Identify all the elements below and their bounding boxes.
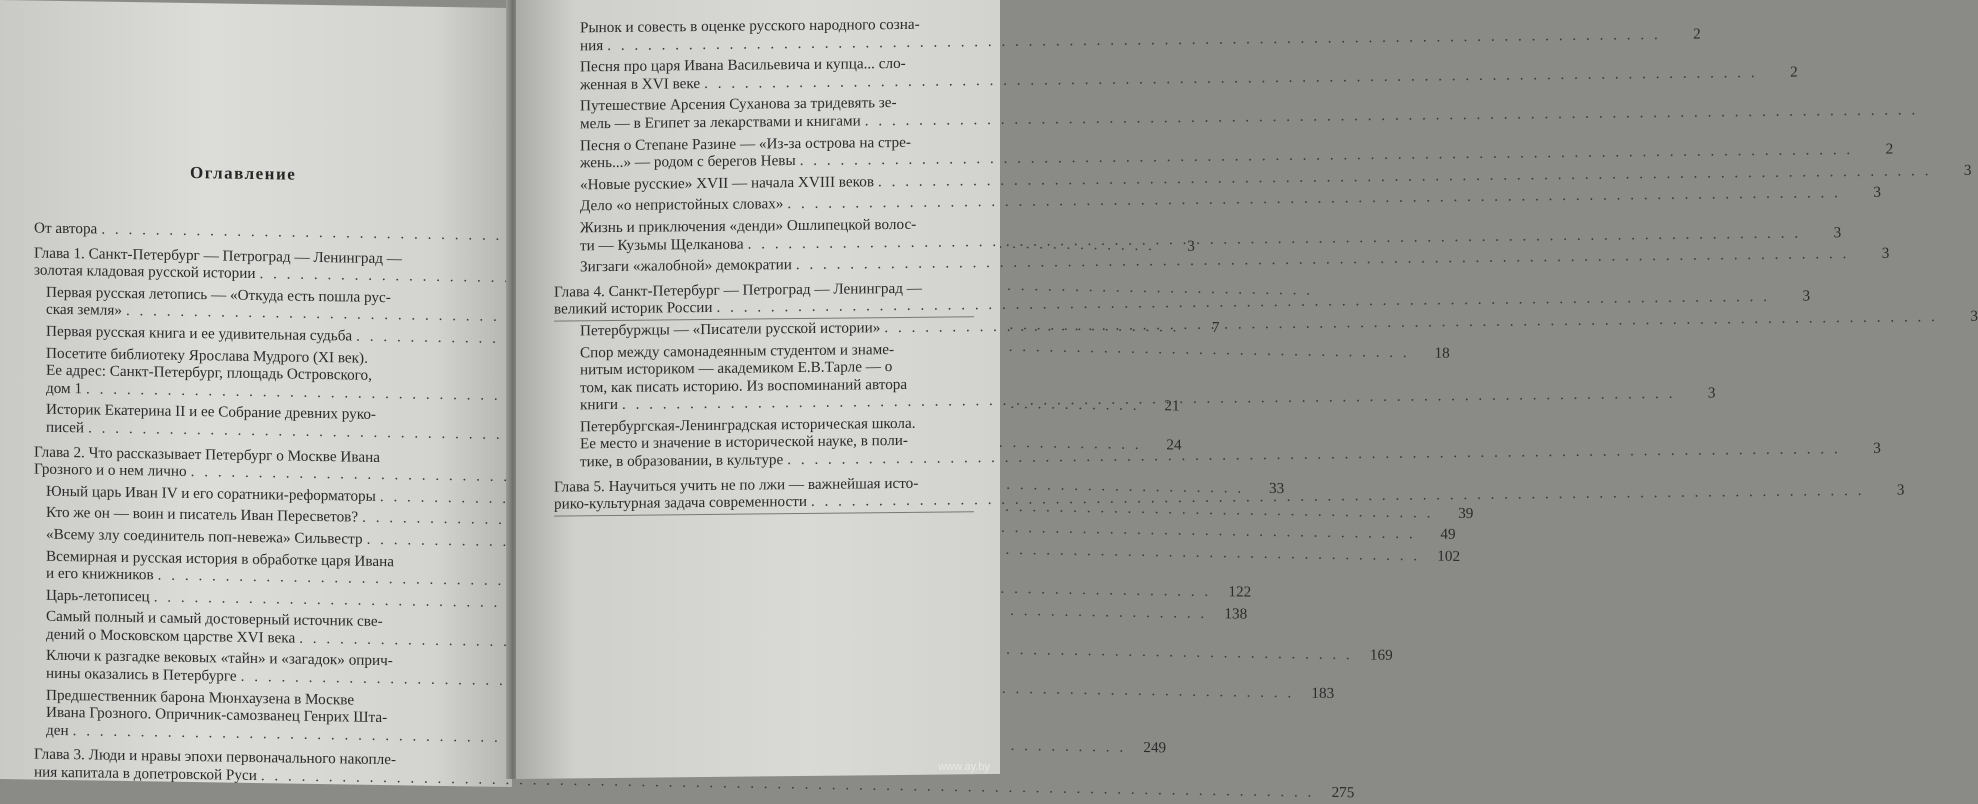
toc-entry-last-line [34, 220, 470, 244]
toc-entry-line: жень...» — родом с берегов Невы [580, 152, 796, 172]
toc-entry-line: ния [580, 37, 603, 55]
toc-entry-line: Грозного и о нем лично [34, 461, 187, 481]
page-number: 3 [1942, 308, 1978, 326]
toc-section [554, 318, 1004, 340]
toc-chapter [34, 746, 470, 788]
toc-entry-line: великий историк России [554, 299, 713, 318]
page-number: 102 [1424, 547, 1460, 565]
toc-section [554, 132, 1004, 172]
page-number: 3 [1159, 237, 1195, 255]
toc-entry-last-line [580, 254, 1004, 276]
page-number: 49 [1420, 526, 1456, 544]
toc-section [554, 172, 1004, 194]
page-number: 2 [1665, 25, 1701, 43]
page-number: 7 [1183, 319, 1219, 337]
toc-list-right [554, 11, 1004, 514]
toc-entry-line: Глава 1. Санкт-Петербург — Петроград — Ленинград — [34, 244, 470, 268]
toc-entry-line: Первая русская летопись — «Откуда есть пошла рус- [46, 284, 470, 308]
toc-entry-line: тике, в образовании, в культуре [580, 451, 783, 471]
toc-entry-line: и его книжников [46, 565, 154, 584]
page-number: 3 [1845, 184, 1881, 202]
toc-entry-line: золотая кладовая русской истории [34, 262, 255, 283]
page-number: 3 [1845, 440, 1881, 458]
toc-entry-line: нины оказались в Петербурге [46, 665, 237, 686]
page-number: 3 [1936, 162, 1972, 180]
toc-section [34, 608, 470, 650]
right-page [516, 0, 1000, 779]
page-number: 3 [1869, 482, 1905, 500]
toc-entry-line: писей [46, 419, 84, 437]
toc-entry-line: Зигзаги «жалобной» демократии [580, 256, 792, 276]
toc-entry-line: Петербуржцы — «Писатели русской истории» [580, 319, 880, 340]
toc-section [554, 93, 1004, 133]
toc-section [34, 344, 470, 404]
toc-entry-last-line [46, 586, 470, 610]
toc-entry-last-line [554, 296, 1004, 318]
page-number: 183 [1298, 684, 1334, 702]
toc-entry-last-line [580, 32, 1004, 54]
toc-entry-line: ская земля» [46, 301, 122, 320]
toc-entry-line: Рынок и совесть в оценке русского народного созна- [580, 15, 1004, 37]
book-spread [0, 0, 1000, 779]
toc-chapter [554, 474, 1004, 514]
toc-section [34, 482, 470, 506]
toc-entry-line: ден [46, 722, 69, 740]
toc-section [34, 547, 470, 589]
toc-entry-line: Глава 4. Санкт-Петербург — Петроград — Ленинград — [554, 279, 1004, 301]
toc-entry-line: рико-культурная задача современности [554, 493, 807, 513]
toc-entry-line: Жизнь и приключения «денди» Ошлипецкой волос- [580, 215, 1004, 237]
toc-entry-line: Петербургская-Ленинградская историческая школа. [580, 414, 1004, 436]
toc-section [34, 323, 470, 347]
page-number: 3 [1774, 288, 1810, 306]
toc-entry-line: Всемирная и русская история в обработке царя Ивана [46, 547, 470, 571]
page-number: 33 [1248, 480, 1284, 498]
toc-entry-line: Кто же он — воин и писатель Иван Пересветов? [46, 504, 358, 526]
toc-section [554, 254, 1004, 276]
toc-section [554, 193, 1004, 215]
toc-entry-line: Глава 3. Люди и нравы эпохи первоначального накопле- [34, 746, 470, 770]
toc-entry-line: «Новые русские» XVII — начала XVIII веков [580, 173, 874, 194]
page-number: 18 [1414, 344, 1450, 362]
toc-entry-line: нитым историком — академиком Е.В.Тарле — о [580, 357, 1004, 379]
toc-entry-line: Ключи к разгадке вековых «тайн» и «загадок» оприч- [46, 647, 470, 671]
toc-entry-last-line [580, 449, 1004, 471]
page-number: 3 [1805, 224, 1841, 242]
toc-entry-last-line [46, 482, 470, 506]
toc-entry-line: Историк Екатерина II и ее Собрание древних руко- [46, 401, 470, 425]
toc-section [34, 401, 470, 443]
toc-entry-line: Ее место и значение в исторической науке, в поли- [580, 431, 1004, 453]
toc-entry-last-line [46, 526, 470, 550]
toc-entry-line: дений о Московском царстве XVI века [46, 626, 295, 648]
toc-chapter [34, 220, 470, 244]
toc-entry-line: книги [580, 396, 618, 414]
page-number: 24 [1146, 436, 1182, 454]
toc-entry-line: Дело «о непристойных словах» [580, 196, 783, 216]
toc-entry-last-line [580, 193, 1004, 215]
toc-entry-last-line [46, 504, 470, 528]
toc-chapter [34, 244, 470, 286]
toc-entry-last-line [580, 318, 1004, 340]
toc-entry-last-line [580, 150, 1004, 172]
page-number: 2 [1762, 63, 1798, 81]
page-number: 169 [1357, 646, 1393, 664]
toc-entry-line: Царь-летописец [46, 586, 150, 605]
toc-entry-line: том, как писать историю. Из воспоминаний автора [580, 375, 1004, 397]
toc-entry-line: Ее адрес: Санкт-Петербург, площадь Островского, [46, 362, 470, 386]
toc-entry-line: Ивана Грозного. Опричник-самозванец Генрих Шта- [46, 704, 470, 728]
page-number: 249 [1130, 739, 1166, 757]
left-page [0, 0, 512, 787]
toc-list-left [34, 213, 470, 788]
toc-entry-line: Песня о Степане Разине — «Из-за острова на стре- [580, 132, 1004, 154]
page-number: 2 [1857, 141, 1893, 159]
toc-entry-line: Глава 2. Что рассказывает Петербург о Москве Ивана [34, 443, 470, 467]
toc-section [554, 54, 1004, 94]
toc-entry-line: ти — Кузьмы Щелканова [580, 235, 744, 254]
toc-entry-line: Первая русская книга и ее удивительная судьба [46, 323, 352, 345]
toc-entry-line: Самый полный и самый достоверный источник све- [46, 608, 470, 632]
watermark: www.ay.by [938, 761, 990, 773]
toc-entry-line: Глава 5. Научиться учить не по лжи — важнейшая исто- [554, 474, 1004, 496]
toc-entry-last-line [580, 72, 1004, 94]
toc-section [34, 525, 470, 549]
toc-entry-line: «Всему злу соединитель поп-невежа» Сильвестр [46, 526, 363, 549]
toc-title: Оглавление [190, 163, 296, 185]
toc-section [554, 414, 1004, 471]
toc-section [34, 586, 470, 610]
toc-chapter [34, 443, 470, 485]
toc-entry-last-line [580, 232, 1004, 254]
toc-entry-line: Юный царь Иван IV и его соратники-реформаторы [46, 482, 376, 505]
toc-section [554, 215, 1004, 255]
toc-entry-line: Спор между самонадеянным студентом и знаме- [580, 339, 1004, 361]
page-number: 3 [1853, 245, 1889, 263]
page-number: 138 [1211, 605, 1247, 623]
toc-section [554, 339, 1004, 414]
toc-entry-line: Песня про царя Ивана Васильевича и купца... сло- [580, 54, 1004, 76]
toc-section [34, 504, 470, 528]
toc-entry-last-line [46, 323, 470, 347]
toc-section [34, 686, 470, 746]
toc-entry-line: Предшественник барона Мюнхаузена в Москве [46, 686, 470, 710]
toc-entry-line: Путешествие Арсения Суханова за тридевять зе- [580, 93, 1004, 115]
page-number: 21 [1144, 397, 1180, 415]
toc-section [34, 647, 470, 689]
dot-leader [865, 101, 1919, 130]
page-number: 39 [1437, 504, 1473, 522]
toc-entry-last-line [580, 172, 1004, 194]
toc-entry-line: дом 1 [46, 379, 82, 397]
toc-entry-line: От автора [34, 220, 97, 239]
toc-entry-last-line [580, 111, 1004, 133]
toc-entry-line: женная в XVI веке [580, 75, 700, 94]
toc-entry-line: мель — в Египет за лекарствами и книгами [580, 112, 861, 133]
page-number: 3 [1680, 385, 1716, 403]
toc-section [34, 283, 470, 325]
toc-entry-last-line [554, 491, 1004, 513]
toc-chapter [554, 279, 1004, 319]
toc-entry-last-line [580, 392, 1004, 414]
toc-section [554, 15, 1004, 55]
toc-entry-line: Посетите библиотеку Ярослава Мудрого (XI век). [46, 344, 470, 368]
page-number: 275 [1318, 784, 1354, 802]
toc-entry-line: ния капитала в допетровской Руси [34, 764, 257, 785]
page-number: 122 [1215, 583, 1251, 601]
